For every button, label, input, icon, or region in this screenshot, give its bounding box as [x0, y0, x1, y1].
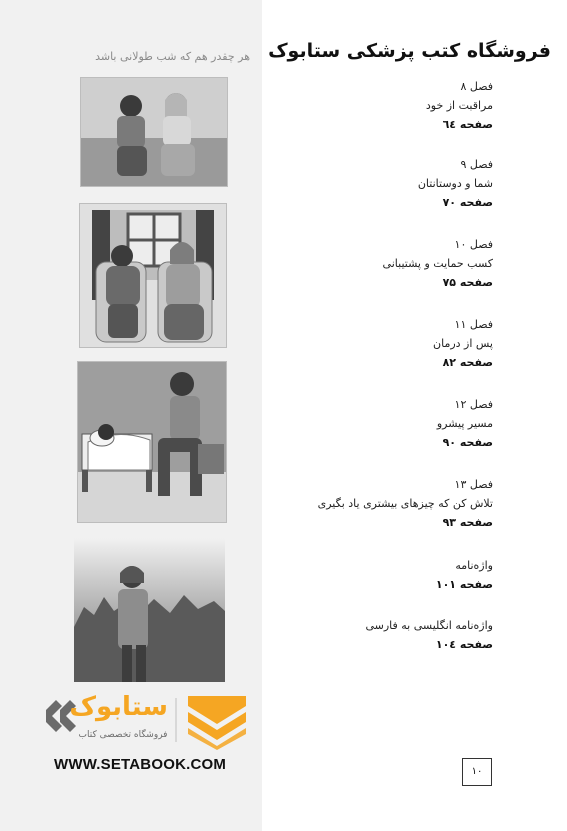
toc-chapter-title: مراقبت از خود [425, 99, 493, 112]
toc-page-number: صفحه ٦٤ [442, 118, 493, 131]
toc-entry-chapter-8[interactable] [253, 78, 493, 134]
page-title: فروشگاه کتب پزشکی ستابوک [268, 40, 551, 62]
illustration-caption: هر چقدر هم که شب طولانی باشد [95, 50, 250, 63]
toc-chapter-label: فصل ۱۳ [454, 478, 493, 491]
website-url[interactable]: WWW.SETABOOK.COM [54, 756, 227, 773]
toc-chapter-title: واژه‌نامه انگلیسی به فارسی [365, 619, 493, 632]
toc-chapter-label: فصل ۸ [460, 80, 493, 93]
toc-chapter-label: فصل ۹ [460, 158, 493, 171]
toc-entry-english-persian-glossary[interactable] [253, 616, 493, 654]
illustration-bedside-visit [77, 361, 227, 523]
toc-entry-chapter-11[interactable] [253, 316, 493, 372]
toc-entry-glossary[interactable] [253, 556, 493, 594]
toc-entry-chapter-12[interactable] [253, 396, 493, 452]
toc-page-number: صفحه ۷۰ [442, 196, 493, 209]
toc-chapter-label: فصل ۱۲ [454, 398, 493, 411]
toc-page-number: صفحه ۷۵ [442, 276, 493, 289]
toc-page-number: صفحه ۹۰ [442, 436, 493, 449]
illustration-two-women [80, 77, 228, 187]
toc-chapter-title: شما و دوستانتان [417, 177, 493, 190]
toc-chapter-title: واژه‌نامه [455, 559, 493, 572]
toc-chapter-title: کسب حمایت و پشتیبانی [382, 257, 493, 270]
toc-chapter-label: فصل ۱۰ [454, 238, 493, 251]
toc-entry-chapter-9[interactable] [253, 156, 493, 212]
toc-entry-chapter-10[interactable] [253, 236, 493, 292]
illustration-couple-in-chairs [79, 203, 227, 348]
toc-page-number: صفحه ۱۰٤ [435, 638, 493, 651]
setabook-logo [40, 690, 250, 750]
toc-chapter-title: مسیر پیشرو [436, 417, 493, 430]
toc-entry-chapter-13[interactable] [253, 476, 493, 532]
toc-chapter-title: تلاش کن که چیزهای بیشتری یاد بگیری [317, 497, 493, 510]
toc-page-number: صفحه ۱۰۱ [435, 578, 493, 591]
illustration-woman-city [74, 537, 225, 682]
toc-chapter-title: پس از درمان [433, 337, 493, 350]
toc-page-number: صفحه ۹۳ [442, 516, 493, 529]
page-number: ۱۰ [462, 758, 492, 786]
logo-text: ستابوک [69, 692, 168, 722]
logo-subtext: فروشگاه تخصصی کتاب [78, 730, 168, 740]
toc-page-number: صفحه ۸۲ [442, 356, 493, 369]
toc-chapter-label: فصل ۱۱ [454, 318, 493, 331]
